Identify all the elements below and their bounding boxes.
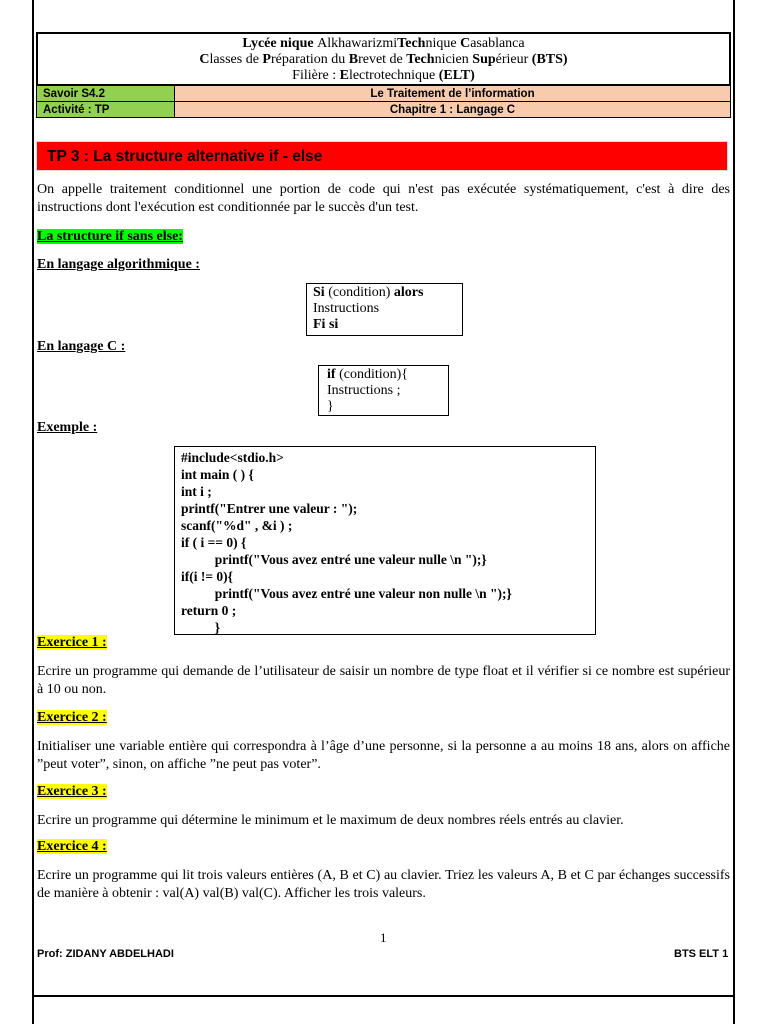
c-label: En langage C : — [37, 339, 126, 354]
example-code-block: #include<stdio.h> int main ( ) { int i ; printf("Entrer une valeur : "); scanf("%d" , &i ) ; if ( i == 0) { printf("Vous avez entré une valeur nulle \n ");} if(i != 0){ printf("Vous avez entré une valeur non nulle \n ");} return 0 ; } — [174, 446, 596, 635]
savoir-cell: Savoir S4.2 — [37, 86, 175, 102]
meta-table — [36, 85, 731, 118]
exercise-1-title: Exercice 1 : — [37, 635, 107, 650]
exercise-3-text: Ecrire un programme qui détermine le minimum et le maximum de deux nombres réels entrés au clavier. — [37, 813, 624, 828]
exercise-1-text: Ecrire un programme qui demande de l’utilisateur de saisir un nombre de type float et il vérifier si ce nombre est supérieur à 10 ou non. — [37, 664, 730, 697]
c-box: if (condition){ Instructions ; } — [318, 365, 449, 416]
activity-cell: Activité : TP — [37, 102, 175, 118]
exercise-4-title: Exercice 4 : — [37, 839, 107, 854]
example-label: Exemple : — [37, 420, 98, 435]
page-border-bottom — [32, 995, 735, 997]
school-header — [36, 32, 731, 86]
footer-class: BTS ELT 1 — [674, 948, 729, 960]
school-name: Lycée nique AlkhawarizmiTechnique Casablanca — [242, 36, 525, 51]
topic-cell: Le Traitement de l’information — [175, 86, 731, 102]
page-border-right — [733, 0, 735, 1024]
exercise-2-title: Exercice 2 : — [37, 710, 107, 725]
school-filiere: Filière : Electrotechnique (ELT) — [292, 68, 475, 83]
meta-row — [37, 102, 731, 118]
chapter-cell: Chapitre 1 : Langage C — [175, 102, 731, 118]
exercise-2-text: Initialiser une variable entière qui correspondra à l’âge d’une personne, si la personne a au moins 18 ans, alors on affiche ”peut voter”, sinon, on affiche ”ne peut pas voter”. — [37, 739, 730, 772]
page-number: 1 — [380, 930, 387, 945]
exercise-3-title: Exercice 3 : — [37, 784, 107, 799]
algo-label: En langage algorithmique : — [37, 257, 200, 272]
intro-paragraph: On appelle traitement conditionnel une portion de code qui n'est pas exécutée systématiquement, c'est à dire des instructions dont l'exécution est conditionnée par le succès d'un test. — [37, 182, 730, 215]
page-border-left — [32, 0, 34, 1024]
tp-title-banner: TP 3 : La structure alternative if - else — [36, 141, 728, 171]
algo-box: Si (condition) alors Instructions Fi si — [306, 283, 463, 336]
section-title: La structure if sans else: — [37, 229, 183, 244]
school-classes: Classes de Préparation du Brevet de Technicien Supérieur (BTS) — [199, 52, 568, 67]
meta-row — [37, 86, 731, 102]
exercise-4-text: Ecrire un programme qui lit trois valeurs entières (A, B et C) au clavier. Triez les valeurs A, B et C par échanges successifs de manière à obtenir : val(A) val(B) val(C). Afficher les trois valeurs. — [37, 868, 730, 901]
footer-author: Prof: ZIDANY ABDELHADI — [37, 948, 174, 960]
